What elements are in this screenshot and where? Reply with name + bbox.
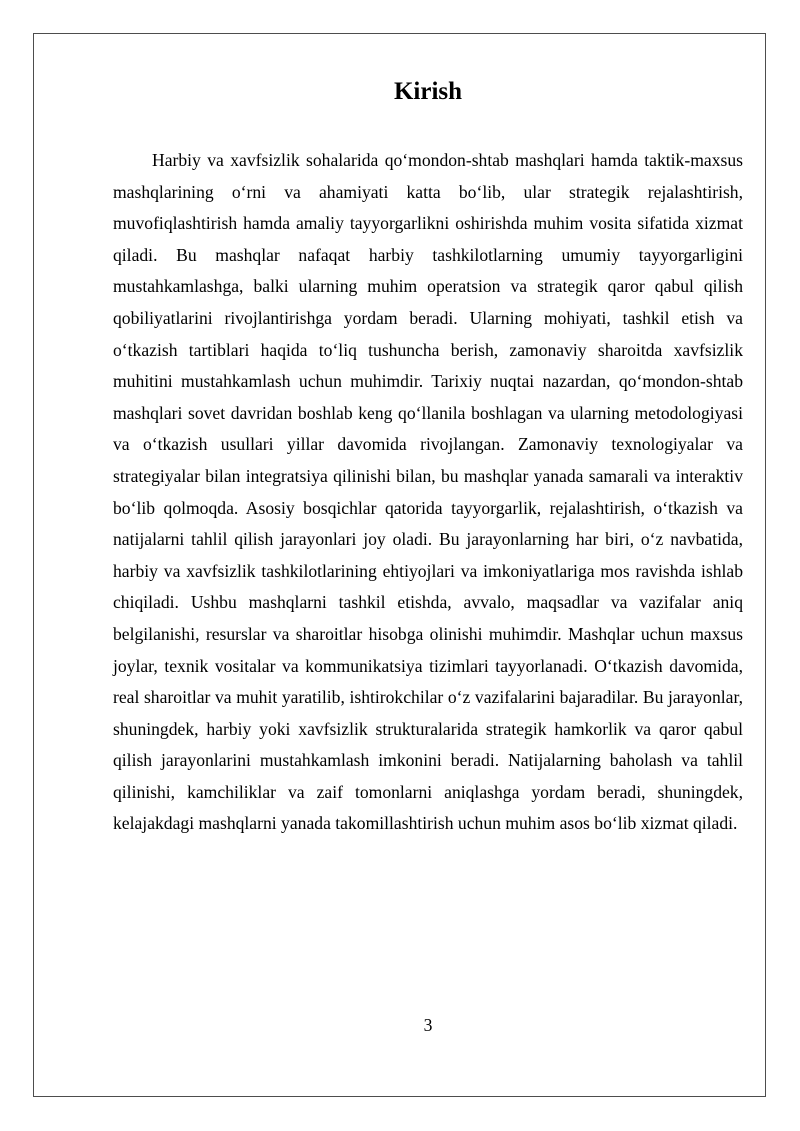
page-number: 3: [423, 1015, 433, 1035]
body-paragraph: Harbiy va xavfsizlik sohalarida qo‘mondon-shtab mashqlari hamda taktik-maxsus mashqlarining o‘rni va ahamiyati katta bo‘lib, ular strategik rejalashtirish, muvofiqlashtirish hamda amaliy tayyorgarlikni oshirishda muhim vosita sifatida xizmat qiladi. Bu mashqlar nafaqat harbiy tashkilotlarning umumiy tayyorgarligini mustahkamlashga, balki ularning muhim operatsion va strategik qaror qabul qilish qobiliyatlarini rivojlantirishga yordam beradi. Ularning mohiyati, tashkil etish va o‘tkazish tartiblari haqida to‘liq tushuncha berish, zamonaviy sharoitda xavfsizlik muhitini mustahkamlash uchun muhimdir. Tarixiy nuqtai nazardan, qo‘mondon-shtab mashqlari sovet davridan boshlab keng qo‘llanila boshlagan va ularning metodologiyasi va o‘tkazish usullari yillar davomida rivojlangan. Zamonaviy texnologiyalar va strategiyalar bilan integratsiya qilinishi bilan, bu mashqlar yanada samarali va interaktiv bo‘lib qolmoqda. Asosiy bosqichlar qatorida tayyorgarlik, rejalashtirish, o‘tkazish va natijalarni tahlil qilish jarayonlari joy oladi. Bu jarayonlarning har biri, o‘z navbatida, harbiy va xavfsizlik tashkilotlarining ehtiyojlari va imkoniyatlariga mos ravishda ishlab chiqiladi. Ushbu mashqlarni tashkil etishda, avvalo, maqsadlar va vazifalar aniq belgilanishi, resurslar va sharoitlar hisobga olinishi muhimdir. Mashqlar uchun maxsus joylar, texnik vositalar va kommunikatsiya tizimlari tayyorlanadi. O‘tkazish davomida, real sharoitlar va muhit yaratilib, ishtirokchilar o‘z vazifalarini bajaradilar. Bu jarayonlar, shuningdek, harbiy yoki xavfsizlik strukturalarida strategik hamkorlik va qaror qabul qilish jarayonlarini mustahkamlash imkonini beradi. Natijalarning baholash va tahlil qilinishi, kamchiliklar va zaif tomonlarni aniqlashga yordam beradi, shuningdek, kelajakdagi mashqlarni yanada takomillashtirish uchun muhim asos bo‘lib xizmat qiladi.: [113, 150, 743, 834]
page-title: Kirish: [393, 78, 463, 105]
